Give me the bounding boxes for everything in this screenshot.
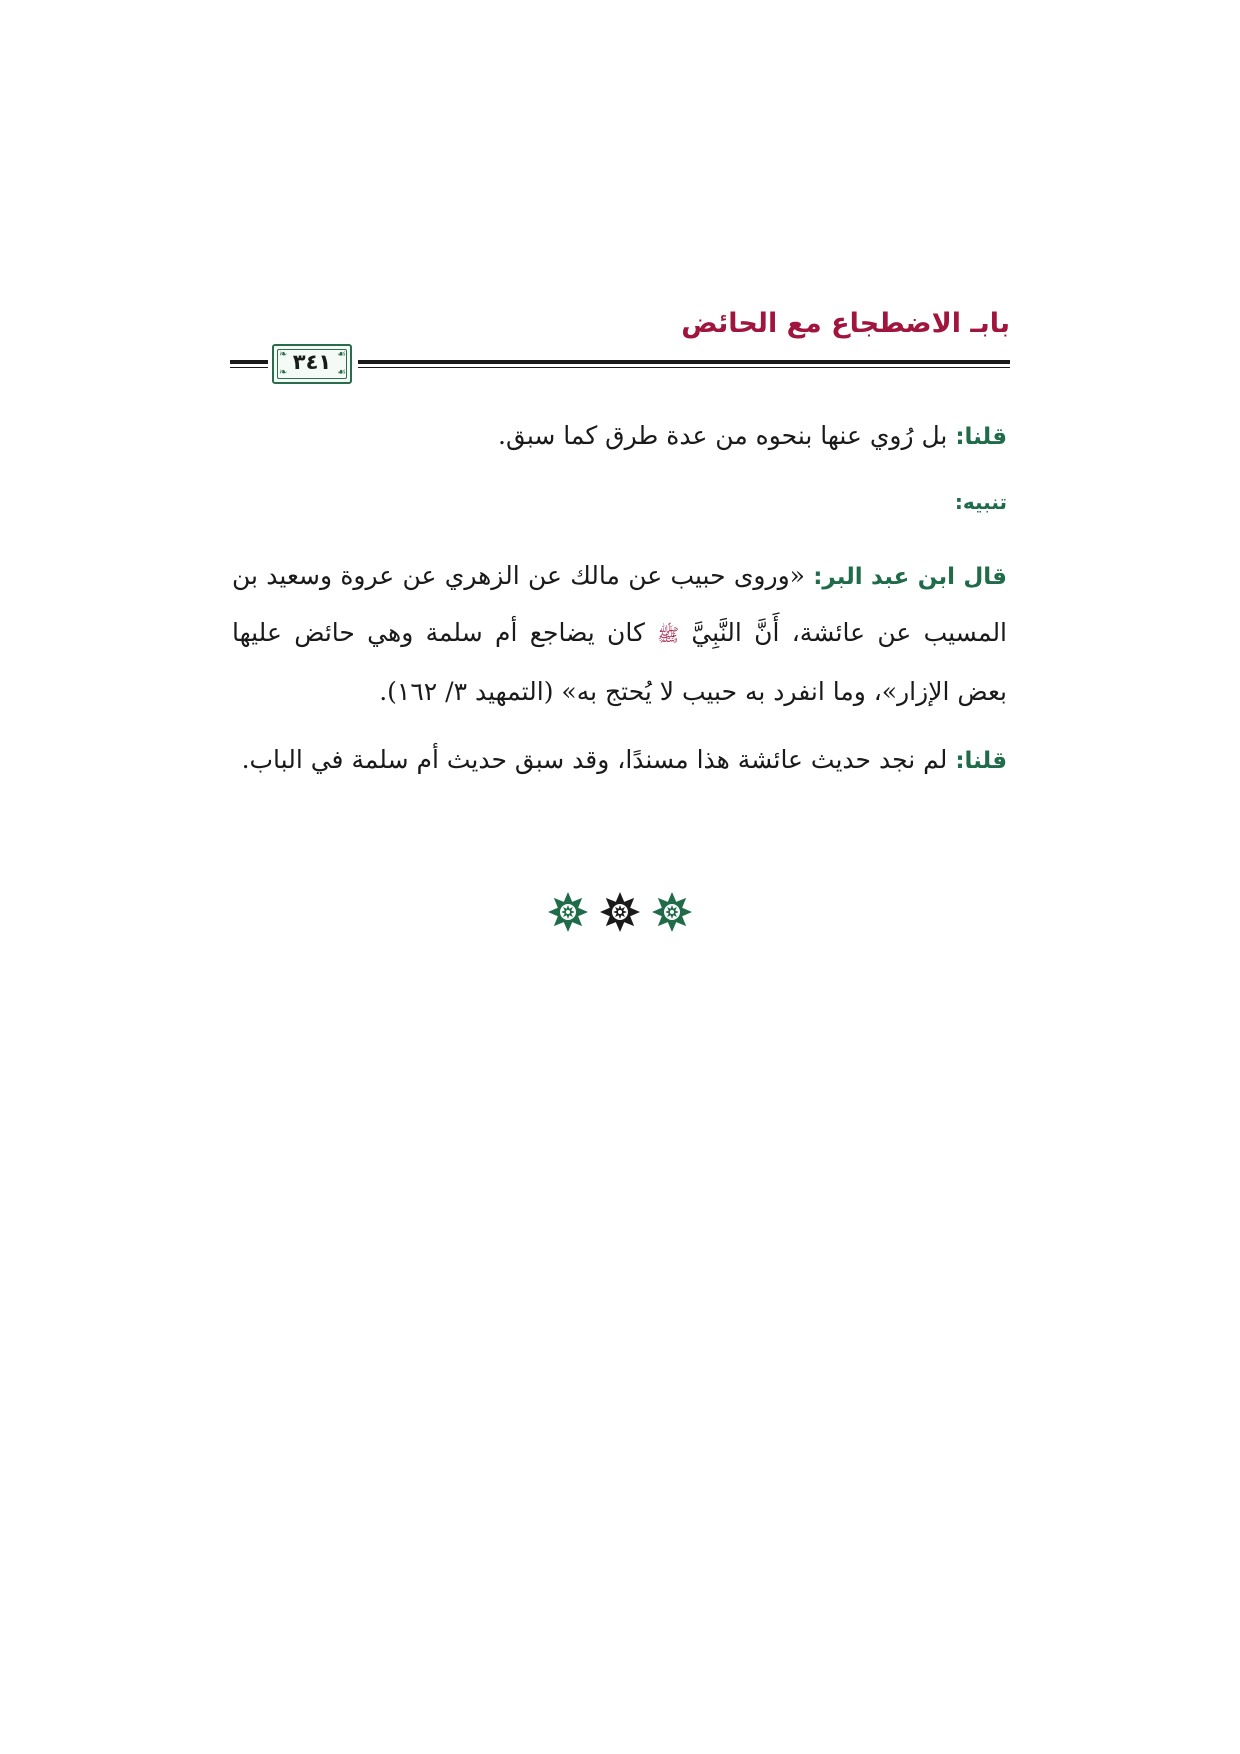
note-heading: تنبيه: <box>954 490 1007 514</box>
page-number-frame <box>272 344 352 384</box>
header-rule-right <box>358 360 1010 368</box>
frame-corner-icon: ❧ <box>279 367 288 378</box>
page-number: ٣٤١ <box>292 350 332 374</box>
page-header <box>230 308 1010 388</box>
paragraph-quote-ibn-abd-al-barr <box>232 548 1007 720</box>
header-rule-left <box>230 360 268 368</box>
frame-corner-icon: ☙ <box>337 349 346 360</box>
paragraph-qulna-2 <box>232 732 1007 789</box>
paragraph-note <box>232 473 1007 530</box>
paragraph-text: بل رُوي عنها بنحوه من عدة طرق كما سبق. <box>498 421 956 450</box>
section-end-ornaments <box>0 890 1240 936</box>
frame-corner-icon: ☙ <box>337 367 346 378</box>
frame-corner-icon: ❧ <box>279 349 288 360</box>
paragraph-text-after: كان يضاجع أم سلمة وهي حائض عليها بعض الإزار»، وما انفرد به حبيب لا يُحتج به» (التمهيد ٣/ ١٦٢). <box>232 618 1007 706</box>
paragraph-text-before: «وروى حبيب عن مالك عن الزهري عن عروة وسعيد بن المسيب عن عائشة، أَنَّ النَّبِيَّ <box>232 561 1008 647</box>
paragraph-label: قلنا: <box>955 748 1007 774</box>
star-flower-icon <box>650 890 694 934</box>
paragraph-label: قلنا: <box>955 424 1007 450</box>
paragraph-label: قال ابن عبد البر: <box>813 564 1007 590</box>
paragraph-qulna-1 <box>232 408 1007 465</box>
salla-icon: ﷺ <box>657 625 679 646</box>
paragraph-text: لم نجد حديث عائشة هذا مسندًا، وقد سبق حديث أم سلمة في الباب. <box>241 745 956 774</box>
star-flower-icon <box>598 890 642 934</box>
page-content <box>232 408 1007 789</box>
star-flower-icon <box>546 890 590 934</box>
chapter-title: بابـ الاضطجاع مع الحائض <box>681 308 1010 339</box>
